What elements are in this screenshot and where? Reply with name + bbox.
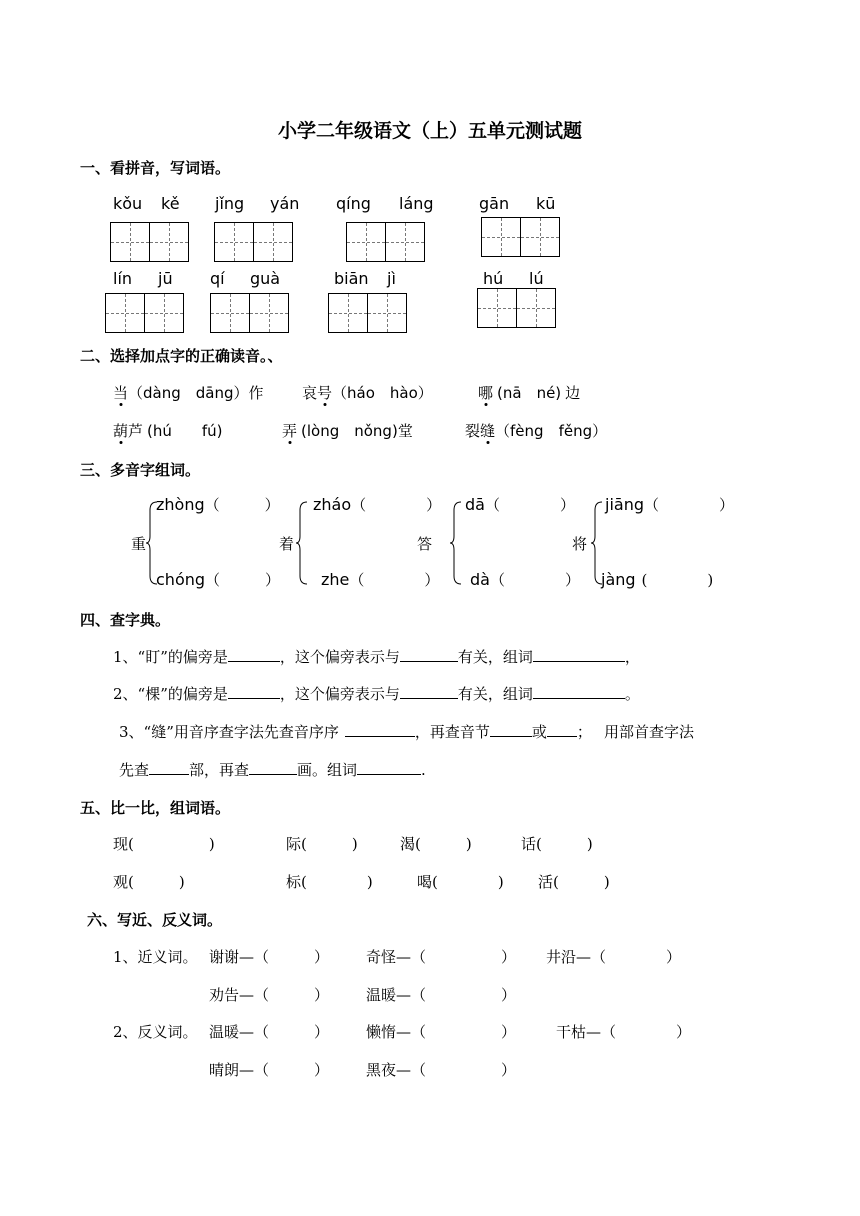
antonym-item[interactable]: 干枯—（ ） (556, 1023, 692, 1041)
section-3-heading: 三、多音字组词。 (80, 461, 201, 479)
pinyin-5a: lín (113, 269, 133, 288)
dictionary-line-2: 2、“棵”的偏旁是 ，这个偏旁表示与 有关，组词 。 (113, 685, 640, 703)
synonym-item[interactable]: 劝告—（ ） (209, 986, 330, 1004)
pinyin-5b: jū (158, 269, 173, 288)
synonym-item[interactable]: 谢谢—（ ） (209, 948, 330, 966)
dotted-char: 葫 (113, 422, 129, 440)
brace-icon (450, 500, 462, 586)
dotted-char: 弄 (282, 422, 298, 440)
pinyin-1b: kě (161, 194, 180, 213)
section-1-heading: 一、看拼音，写词语。 (80, 159, 231, 177)
polyphone-char-4: 将 (572, 535, 588, 553)
dotted-char: 哪 (478, 384, 494, 402)
pinyin-4b: kū (536, 194, 556, 213)
word-head: 裂 (465, 422, 481, 440)
answer-blank[interactable] (547, 722, 577, 737)
compare-item[interactable]: 话( ) (521, 835, 593, 853)
reading-options[interactable]: （fèng fěng） (495, 422, 608, 440)
answer-blank[interactable] (400, 647, 458, 662)
pinyin-3a: qíng (336, 194, 371, 213)
pinyin-4a: gān (479, 194, 510, 213)
antonym-item[interactable]: 晴朗—（ ） (209, 1061, 330, 1079)
dotted-char: 号 (317, 384, 333, 402)
reading-options[interactable]: (lòng nǒng) (301, 422, 398, 440)
polyphone-top-3: dā（ ） (465, 495, 575, 514)
writing-grid-1[interactable] (110, 222, 188, 262)
reading-options[interactable]: (nā né) (497, 384, 562, 402)
pinyin-8b: lú (529, 269, 544, 288)
writing-grid-7[interactable] (328, 293, 406, 333)
reading-options[interactable]: (hú fú) (147, 422, 223, 440)
section-2-heading: 二、选择加点字的正确读音。、 (80, 347, 283, 365)
reading-options[interactable]: （dàng dāng） (128, 384, 249, 402)
antonym-item[interactable]: 懒惰—（ ） (366, 1023, 517, 1041)
reading-row-1c (478, 382, 580, 403)
pinyin-8a: hú (483, 269, 504, 288)
dotted-char: 当 (113, 384, 129, 402)
dictionary-line-3: 3、“缝”用音序查字法先查音序序 ，再查音节 或 ； 用部首查字法 (119, 723, 694, 741)
writing-grid-4[interactable] (481, 217, 559, 257)
polyphone-bottom-2: zhe（ ） (321, 570, 440, 589)
writing-grid-6[interactable] (210, 293, 288, 333)
polyphone-bottom-4: jàng ( ) (601, 570, 714, 589)
word-head: 哀 (302, 384, 318, 402)
reading-row-1b (302, 382, 433, 403)
pinyin-7a: biān (334, 269, 369, 288)
synonym-item[interactable]: 奇怪—（ ） (366, 948, 517, 966)
page-title: 小学二年级语文（上）五单元测试题 (277, 120, 582, 142)
antonym-label: 2、反义词。 (113, 1023, 198, 1041)
reading-options[interactable]: （háo hào） (332, 384, 433, 402)
answer-blank[interactable] (228, 647, 280, 662)
answer-blank[interactable] (357, 760, 421, 775)
compare-item[interactable]: 观( ) (113, 873, 185, 891)
reading-row-2c (465, 420, 607, 441)
answer-blank[interactable] (228, 684, 280, 699)
dotted-char: 缝 (480, 422, 496, 440)
section-6-heading: 六、写近、反义词。 (87, 911, 223, 929)
compare-item[interactable]: 际( ) (286, 835, 358, 853)
pinyin-1a: kǒu (113, 194, 143, 213)
compare-item[interactable]: 渴( ) (400, 835, 472, 853)
polyphone-top-4: jiāng（ ） (605, 495, 735, 514)
antonym-item[interactable]: 温暖—（ ） (209, 1023, 330, 1041)
polyphone-char-1: 重 (131, 535, 147, 553)
dictionary-line-4: 先查 部，再查 画。组词 . (119, 761, 426, 779)
reading-row-2a (113, 420, 223, 441)
reading-row-1a (113, 382, 264, 403)
pinyin-3b: láng (399, 194, 434, 213)
synonym-item[interactable]: 温暖—（ ） (366, 986, 517, 1004)
brace-icon (296, 500, 308, 586)
polyphone-top-2: zháo（ ） (313, 495, 442, 514)
polyphone-bottom-1: chóng（ ） (156, 570, 281, 589)
synonym-label: 1、近义词。 (113, 948, 198, 966)
answer-blank[interactable] (249, 760, 297, 775)
polyphone-char-3: 答 (417, 535, 433, 553)
pinyin-2a: jǐng (215, 194, 245, 213)
word-rest: 芦 (128, 422, 144, 440)
answer-blank[interactable] (149, 760, 189, 775)
antonym-item[interactable]: 黑夜—（ ） (366, 1061, 517, 1079)
dictionary-line-1: 1、“盯”的偏旁是 ，这个偏旁表示与 有关，组词 ， (113, 648, 640, 666)
word-tail: 作 (248, 384, 264, 402)
pinyin-2b: yán (270, 194, 300, 213)
compare-item[interactable]: 标( ) (286, 873, 373, 891)
answer-blank[interactable] (345, 722, 415, 737)
answer-blank[interactable] (533, 684, 625, 699)
writing-grid-3[interactable] (346, 222, 424, 262)
pinyin-6a: qí (210, 269, 225, 288)
word-tail: 边 (565, 384, 581, 402)
polyphone-char-2: 着 (279, 535, 295, 553)
pinyin-7b: jì (387, 269, 396, 288)
answer-blank[interactable] (400, 684, 458, 699)
compare-item[interactable]: 现( ) (113, 835, 215, 853)
section-4-heading: 四、查字典。 (80, 611, 171, 629)
answer-blank[interactable] (533, 647, 625, 662)
polyphone-top-1: zhòng（ ） (156, 495, 280, 514)
pinyin-6b: guà (250, 269, 281, 288)
section-5-heading: 五、比一比，组词语。 (80, 799, 231, 817)
writing-grid-8[interactable] (477, 288, 555, 328)
compare-item[interactable]: 活( ) (538, 873, 610, 891)
reading-row-2b (282, 420, 413, 441)
compare-item[interactable]: 喝( ) (417, 873, 504, 891)
writing-grid-5[interactable] (105, 293, 183, 333)
writing-grid-2[interactable] (214, 222, 292, 262)
answer-blank[interactable] (490, 722, 532, 737)
polyphone-bottom-3: dà（ ） (470, 570, 580, 589)
word-tail: 堂 (397, 422, 413, 440)
synonym-item[interactable]: 井沿—（ ） (546, 948, 682, 966)
